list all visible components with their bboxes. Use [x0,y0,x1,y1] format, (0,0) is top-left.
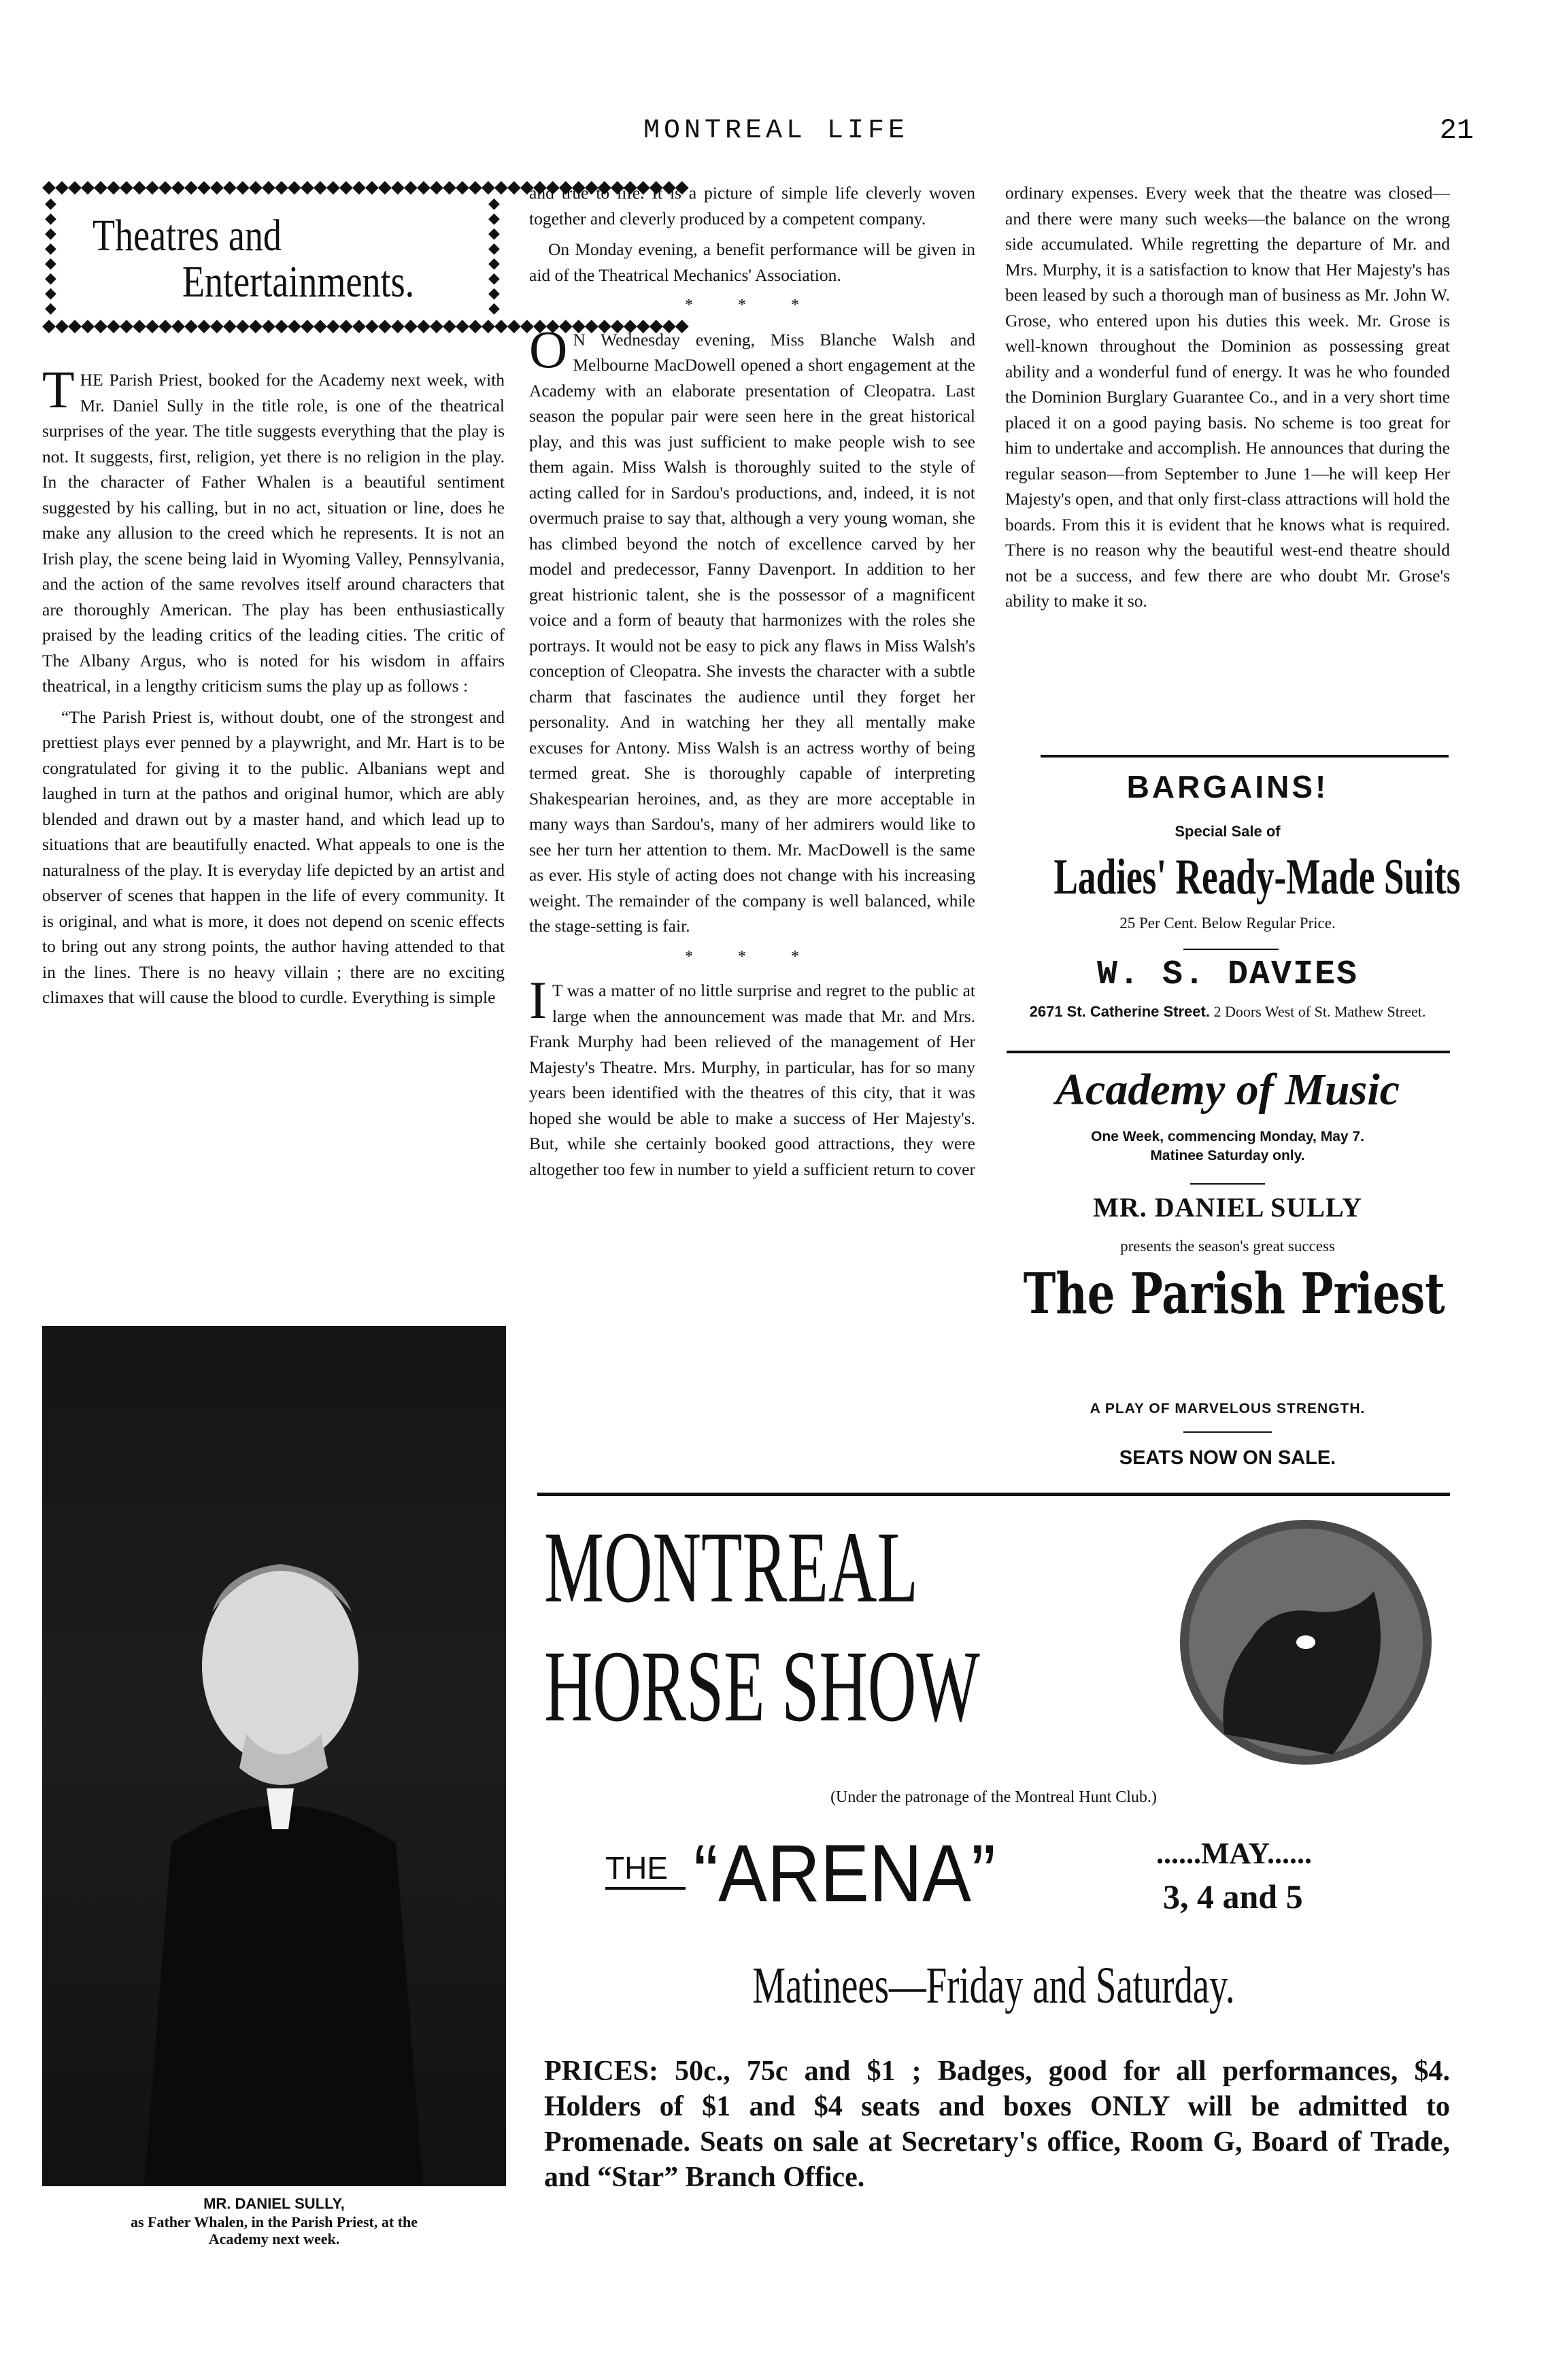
ad-box-rule [1007,1051,1450,1053]
horse-show-the: THE [605,1850,668,1886]
horse-head-icon [1170,1510,1442,1775]
portrait-photo [42,1326,506,2186]
section-heading-line1: Theatres and [92,211,282,260]
horse-show-top-rule [537,1493,1450,1496]
academy-ad-star: MR. DANIEL SULLY [1093,1192,1362,1223]
bargains-firm: W. S. DAVIES [1096,955,1359,994]
academy-ad-matinee: Matinee Saturday only. [1150,1148,1305,1163]
academy-ad-seats: SEATS NOW ON SALE. [1119,1447,1336,1469]
article-paragraph: HE Parish Priest, booked for the Academy next week, with Mr. Daniel Sully in the title role, is one of the theatrical surprises of the year. The title suggests everything that the play is not. It suggests, first, religion, yet there is no religion in the play. In the character of Father Whalen is a beautiful sentiment suggested by his calling, but in no act, situation or line, does he make any allusion to the creed which he represents. It is not an Irish play, the scene being laid in Wyoming Valley, Pennsylvania, and the action of the same revolves itself around characters that are thoroughly American. The play has been enthusiastically praised by the leading critics of the leading cities. The critic of The Albany Argus, who is noted for his wisdom in affairs theatrical, in a lengthy criticism sums the play up as follows : [42,370,505,696]
running-title: MONTREAL LIFE [643,116,909,146]
drop-cap: I [529,970,547,1030]
star-border-right: ◆ ◆ ◆ ◆ ◆ ◆ ◆ ◆ [488,194,500,316]
column-2-text [529,180,975,1489]
article-paragraph: ordinary expenses. Every week that the theatre was closed—and there were many such weeks—the balance on the wrong side accumulated. While regretting the departure of Mr. and Mrs. Murphy, it is a satisfaction to know that Her Majesty's has been leased by such a thorough man of business as Mr. John W. Grose, who entered upon his duties this week. Mr. Grose is well-known throughout the Dominion as possessing great ability and a wonderful fund of energy. It was he who founded the Dominion Burglary Guarantee Co., and in a very short time placed it on a good paying basis. No scheme is too great for him to undertake and accomplish. He announces that during the regular season—from September to June 1—he will keep Her Majesty's open, and that only first-class attractions will hold the boards. From this it is evident that he knows what is required. There is no reason why the beautiful west-end theatre should not be a success, and few there are who doubt Mr. Grose's ability to make it so. [1005,183,1450,611]
academy-ad-week: One Week, commencing Monday, May 7. [1091,1129,1364,1144]
article-paragraph: T was a matter of no little surprise and regret to the public at large when the announcement was made that Mr. and Mrs. Frank Murphy had been relieved of the management of Her Majesty's Theatre. Mrs. Murphy, in particular, has for so many years been identified with the theatres of this city, that it was hoped she would be able to make a success of Her Majesty's. But, while she certainly booked good attractions, they were altogether too few in number to yield a sufficient return to cover [529,981,975,1179]
academy-ad-tagline: A PLAY OF MARVELOUS STRENGTH. [1090,1401,1366,1416]
ad-divider [1183,949,1279,950]
bargains-address-detail: 2 Doors West of St. Mathew Street. [1213,1003,1426,1020]
academy-ad-presents: presents the season's great success [1120,1238,1335,1255]
star-border-bottom: ◆◆◆◆◆◆◆◆◆◆◆◆◆◆◆◆◆◆◆◆◆◆◆◆◆◆◆◆◆◆◆◆◆◆◆◆◆◆◆◆◆◆◆◆◆◆◆◆◆◆ [42,316,688,335]
photo-caption-line2: Academy next week. [208,2230,340,2247]
bargains-address-street: 2671 St. Catherine Street. [1029,1003,1210,1020]
bargains-discount: 25 Per Cent. Below Regular Price. [1119,915,1336,932]
horse-show-matinees: Matinees—Friday and Saturday. [752,1957,1235,2014]
section-separator: * * * [685,296,820,314]
horse-show-line1: MONTREAL [544,1511,918,1624]
column-3-text [1005,180,1450,745]
bargains-headline: Ladies' Ready-Made Suits [1053,849,1461,905]
academy-ad-title: Academy of Music [1056,1065,1400,1115]
horse-show-prices: PRICES: 50c., 75c and $1 ; Badges, good for all performances, $4. Holders of $1 and $4 seats and boxes ONLY will be admitted to Promenade. Seats on sale at Secretary's office, Room G, Board of Trade, and “Star” Branch Office. [544,2056,1450,2193]
horse-show-patronage: (Under the patronage of the Montreal Hunt Club.) [830,1788,1157,1806]
column-divider-rule [1041,755,1449,758]
photo-caption-name: MR. DANIEL SULLY, [203,2195,345,2212]
ad-divider [1190,1183,1265,1185]
horse-show-line2: HORSE SHOW [544,1630,980,1743]
article-paragraph: On Monday evening, a benefit performance will be given in aid of the Theatrical Mechanics' Association. [529,239,975,285]
bargains-address [1005,1003,1450,1021]
bargains-title: BARGAINS! [1126,769,1329,804]
horse-show-month: ......MAY...... [1156,1837,1313,1870]
section-heading-line2: Entertainments. [182,257,415,307]
page-number: 21 [1439,114,1474,147]
the-underline [605,1887,686,1890]
star-border-top: ◆◆◆◆◆◆◆◆◆◆◆◆◆◆◆◆◆◆◆◆◆◆◆◆◆◆◆◆◆◆◆◆◆◆◆◆◆◆◆◆◆◆◆◆◆◆◆◆◆◆ [42,177,688,197]
photo-caption-line1: as Father Whalen, in the Parish Priest, at the [130,2213,418,2230]
section-heading-box [42,177,688,335]
ad-divider [1183,1431,1272,1433]
horse-show-arena: “ARENA” [694,1828,996,1919]
article-paragraph: N Wednesday evening, Miss Blanche Walsh and Melbourne MacDowell opened a short engagement at the Academy with an elaborate presentation of Cleopatra. Last season the popular pair were seen here in the great historical play, and this was just sufficient to make people wish to see them again. Miss Walsh is thoroughly suited to the style of acting called for in Sardou's productions, and, indeed, it is not overmuch praise to say that, although a very young woman, she has climbed beyond the notch of excellence carved by her model and predecessor, Fanny Davenport. In addition to her great histrionic talent, she is the possessor of a magnificent voice and a form of beauty that harmonizes with the roles she portrays. It would not be easy to pick any flaws in Miss Walsh's conception of Cleopatra. She invests the character with a subtle charm that fascinates the audience until they forget her personality. And in watching her they all mentally make excuses for Antony. Miss Walsh is an actress worthy of being termed great. She is thoroughly capable of interpreting Shakespearian heroines, and, as they are more acceptable in many ways than Sardou's, many of her admirers would like to see her turn her attention to them. Mr. MacDowell is the same as ever. His style of acting does not change with his increasing weight. The remainder of the company is well balanced, while the stage-setting is fair. [529,329,975,936]
column-1-text [42,360,505,1272]
section-separator: * * * [685,947,820,966]
academy-ad-play: The Parish Priest [1023,1261,1445,1327]
portrait-figure [42,1326,506,2186]
star-border-left: ◆ ◆ ◆ ◆ ◆ ◆ ◆ ◆ [45,194,56,316]
horse-show-dates: 3, 4 and 5 [1163,1877,1303,1916]
drop-cap: O [529,319,568,379]
bargains-special: Special Sale of [1175,823,1281,840]
article-paragraph: and true to life. It is a picture of simple life cleverly woven together and cleverly produced by a competent company. [529,183,975,228]
article-paragraph: “The Parish Priest is, without doubt, one of the strongest and prettiest plays ever penned by a playwright, and Mr. Hart is to be congratulated for giving it to the public. Albanians wept and laughed in turn at the pathos and original humor, which are ably blended and drawn out by a master hand, and which lead up to situations that are beautifully enacted. What appeals to one is the naturalness of the play. It is everyday life depicted by an artist and observer of scenes that happen in the life of every community. It is original, and what is more, it does not depend on scenic effects to bring out any strong points, the author having attended to that in the lines. There is no heavy villain ; there are no exciting climaxes that will cause the blood to curdle. Everything is simple [42,707,505,1007]
horse-head-medallion [1170,1510,1442,1775]
drop-cap: T [42,360,75,419]
